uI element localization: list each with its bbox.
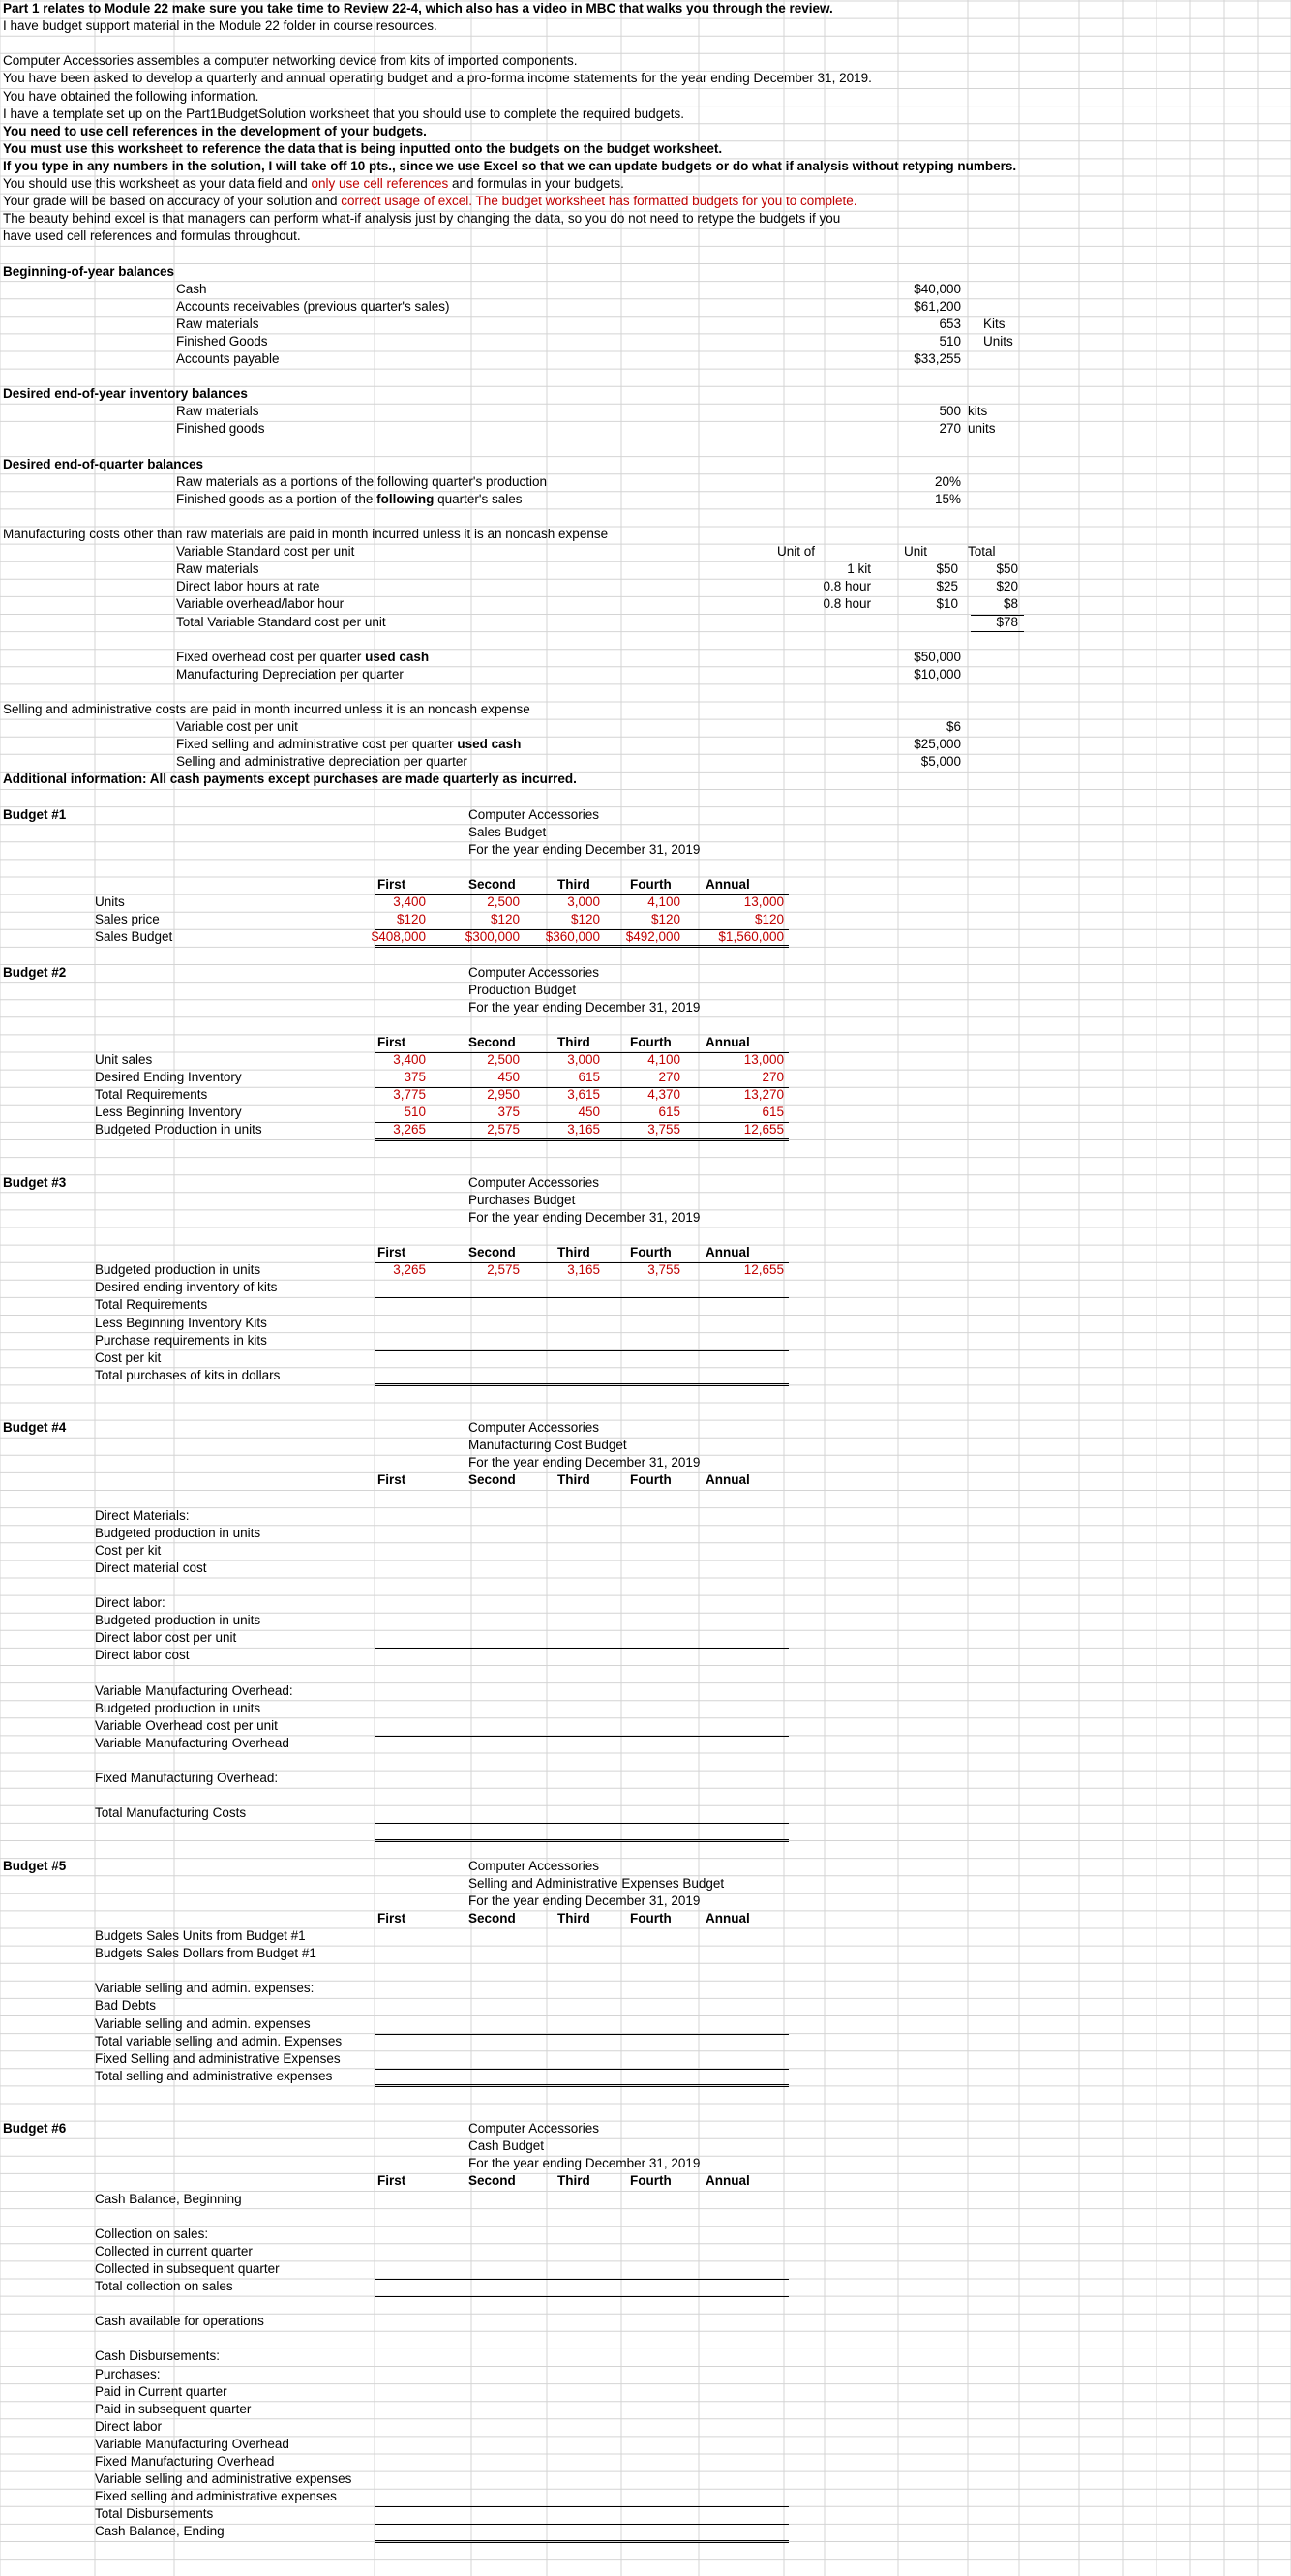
intro-text: I have budget support material in the Module 22 folder in course resources. <box>3 18 437 34</box>
balance-value: $40,000 <box>914 281 961 296</box>
text-run: Additional information: <box>3 772 147 787</box>
budget3-row-label: Desired ending inventory of kits <box>95 1280 278 1295</box>
budget5-row-label: Total selling and administrative expenses <box>95 2068 333 2083</box>
selling-row-label <box>176 736 521 753</box>
std-cost-unit: $25 <box>936 579 958 594</box>
intro-highlight: only use cell references <box>311 176 449 191</box>
budget2-value: 615 <box>578 1070 600 1085</box>
intro-text: You have obtained the following information. <box>3 88 259 104</box>
double-underline <box>375 1839 789 1842</box>
budget4-row-label: Total Manufacturing Costs <box>95 1805 247 1821</box>
quarter-header-annual: Annual <box>706 1910 750 1925</box>
balance-unit: Units <box>983 333 1013 349</box>
budget-period: For the year ending December 31, 2019 <box>468 1455 701 1470</box>
budget4-row-label: Budgeted production in units <box>95 1700 261 1715</box>
budget2-value: 615 <box>658 1105 680 1120</box>
quarter-header-fourth: Fourth <box>630 2173 672 2189</box>
budget5-row-label: Budgets Sales Dollars from Budget #1 <box>95 1946 316 1961</box>
fixed-overhead-value: $50,000 <box>914 649 961 664</box>
section-title: Selling and administrative costs are paid in month incurred unless it is an noncash expense <box>3 702 530 716</box>
budget2-value: 3,000 <box>567 1052 600 1067</box>
quarter-header-first: First <box>377 2173 406 2189</box>
budget6-row-label: Variable Manufacturing Overhead <box>95 2436 289 2451</box>
single-underline <box>375 1648 789 1649</box>
budget2-value: 510 <box>404 1105 426 1120</box>
budget2-value: 3,265 <box>393 1122 426 1137</box>
budget6-row-label: Cash Balance, Ending <box>95 2524 225 2539</box>
std-cost-unit: $50 <box>936 561 958 577</box>
intro-line <box>3 175 624 193</box>
budget5-row-label: Budgets Sales Units from Budget #1 <box>95 1928 306 1943</box>
budget-label: Budget #6 <box>3 2121 67 2137</box>
intro-text: Computer Accessories assembles a computer networking device from kits of imported components. <box>3 53 578 69</box>
budget2-value: 4,100 <box>647 1052 680 1067</box>
balance-label: Accounts receivables (previous quarter's sales) <box>176 298 450 314</box>
budget4-row-label: Direct material cost <box>95 1560 207 1575</box>
quarter-header-annual: Annual <box>706 1245 750 1260</box>
quarter-header-annual: Annual <box>706 1472 750 1488</box>
depreciation-label: Manufacturing Depreciation per quarter <box>176 666 404 682</box>
budget6-row-label: Cash Disbursements: <box>95 2349 221 2364</box>
budget3-value: 3,265 <box>393 1262 426 1278</box>
budget2-value: 3,165 <box>567 1122 600 1137</box>
budget4-row-label: Variable Manufacturing Overhead: <box>95 1682 293 1698</box>
balance-label: Raw materials <box>176 316 259 331</box>
budget5-row-label: Variable selling and admin. expenses: <box>95 1981 315 1996</box>
selling-row-value: $5,000 <box>920 754 961 770</box>
quarter-header-second: Second <box>468 1034 516 1049</box>
budget1-value: 13,000 <box>743 894 784 910</box>
single-underline <box>375 1297 789 1298</box>
inventory-unit: units <box>968 421 996 437</box>
section-title: Desired end-of-quarter balances <box>3 456 204 471</box>
quarter-header-fourth: Fourth <box>630 877 672 892</box>
budget4-row-label: Budgeted production in units <box>95 1613 261 1628</box>
intro-text: have used cell references and formulas throughout. <box>3 228 301 244</box>
std-cost-total: $8 <box>1003 596 1018 612</box>
intro-line <box>3 140 722 158</box>
budget-company: Computer Accessories <box>468 2121 600 2137</box>
std-cost-total: $20 <box>996 579 1018 594</box>
col-header: Unit <box>904 544 928 560</box>
budget1-value: $492,000 <box>625 929 680 945</box>
budget2-row-label: Less Beginning Inventory <box>95 1105 242 1120</box>
budget3-value: 3,755 <box>647 1262 680 1278</box>
budget-company: Computer Accessories <box>468 1420 600 1436</box>
budget1-value: 2,500 <box>487 894 520 910</box>
budget1-value: 3,400 <box>393 894 426 910</box>
single-underline <box>375 2296 789 2297</box>
double-underline <box>375 2084 789 2087</box>
text-run: used cash <box>365 649 430 664</box>
additional-info <box>3 771 577 788</box>
std-cost-row-label: Variable overhead/labor hour <box>176 596 345 612</box>
budget2-value: 13,270 <box>743 1087 784 1103</box>
budget-company: Computer Accessories <box>468 806 600 822</box>
budget1-value: 4,100 <box>647 894 680 910</box>
quarter-header-fourth: Fourth <box>630 1034 672 1049</box>
budget1-value: $408,000 <box>371 929 426 945</box>
budget3-value: 3,165 <box>567 1262 600 1278</box>
col-header: Total <box>968 544 996 560</box>
intro-line <box>3 17 437 35</box>
quarter-header-annual: Annual <box>706 2173 750 2189</box>
budget-company: Computer Accessories <box>468 1858 600 1873</box>
inventory-unit: kits <box>968 404 988 419</box>
quarter-header-third: Third <box>557 1034 590 1049</box>
single-underline <box>375 2034 789 2035</box>
double-underline <box>375 1383 789 1386</box>
budget6-row-label: Direct labor <box>95 2418 163 2434</box>
budget2-value: 3,400 <box>393 1052 426 1067</box>
budget4-row-label: Variable Overhead cost per unit <box>95 1717 278 1733</box>
balance-value: $33,255 <box>914 351 961 366</box>
budget1-value: $120 <box>490 912 520 927</box>
budget5-row-label: Bad Debts <box>95 1998 157 2014</box>
single-underline <box>375 2524 789 2525</box>
text-run: All cash payments except purchases are made quarterly as incurred. <box>149 772 577 787</box>
quarter-header-annual: Annual <box>706 877 750 892</box>
budget2-value: 375 <box>404 1070 426 1085</box>
intro-text: and formulas in your budgets. <box>448 176 624 191</box>
budget2-row-label: Total Requirements <box>95 1087 208 1103</box>
section-title: Desired end-of-year inventory balances <box>3 386 248 402</box>
section-title: Manufacturing costs other than raw materials are paid in month incurred unless it is an noncash expense <box>3 527 609 541</box>
selling-row-value: $25,000 <box>914 737 961 752</box>
budget2-value: 3,755 <box>647 1122 680 1137</box>
budget2-row-label: Unit sales <box>95 1052 153 1067</box>
budget2-value: 270 <box>762 1070 784 1085</box>
budget1-value: $120 <box>570 912 600 927</box>
budget1-value: $120 <box>754 912 784 927</box>
budget-period: For the year ending December 31, 2019 <box>468 1209 701 1225</box>
text-run: Selling and administrative depreciation per quarter <box>176 754 467 770</box>
inventory-label: Finished goods <box>176 421 265 437</box>
text-run: Finished goods as a portion of the <box>176 491 377 506</box>
budget3-row-label: Cost per kit <box>95 1349 162 1365</box>
budget6-row-label: Variable selling and administrative expenses <box>95 2471 352 2487</box>
quarter-header-second: Second <box>468 1472 516 1488</box>
text-run: Fixed overhead cost per quarter <box>176 649 366 664</box>
std-cost-total: $50 <box>996 561 1018 577</box>
quarter-balance-value: 15% <box>934 491 961 506</box>
text-run: used cash <box>457 737 522 752</box>
quarter-header-third: Third <box>557 1245 590 1260</box>
intro-line <box>3 227 301 245</box>
text-run: Variable cost per unit <box>176 719 298 735</box>
quarter-header-second: Second <box>468 877 516 892</box>
budget-title: Manufacturing Cost Budget <box>468 1438 627 1453</box>
budget6-row-label: Total collection on sales <box>95 2279 233 2293</box>
balance-label: Accounts payable <box>176 351 280 366</box>
balance-value: 653 <box>939 316 961 331</box>
intro-text: You must use this worksheet to reference the data that is being inputted onto the budgets on the budget worksheet. <box>3 140 723 156</box>
budget1-value: $300,000 <box>465 929 520 945</box>
selling-row-value: $6 <box>946 719 961 735</box>
inventory-value: 270 <box>939 421 961 437</box>
std-cost-label: Variable Standard cost per unit <box>176 544 355 560</box>
std-cost-qty: 1 kit <box>847 561 871 577</box>
budget6-row-label: Collection on sales: <box>95 2226 209 2241</box>
budget5-row-label: Variable selling and admin. expenses <box>95 2015 311 2031</box>
budget1-value: $1,560,000 <box>718 929 784 945</box>
budget2-value: 450 <box>578 1105 600 1120</box>
budget-period: For the year ending December 31, 2019 <box>468 1893 701 1908</box>
quarter-header-third: Third <box>557 1910 590 1925</box>
intro-highlight: correct usage of excel. The budget worksheet has formatted budgets for you to complete. <box>341 194 857 209</box>
budget-title: Cash Budget <box>468 2138 545 2154</box>
balance-unit: Kits <box>983 316 1006 331</box>
quarter-balance-value: 20% <box>934 473 961 489</box>
budget-label: Budget #5 <box>3 1858 67 1873</box>
budget1-value: $120 <box>396 912 426 927</box>
budget6-row-label: Collected in current quarter <box>95 2243 253 2258</box>
balance-label: Cash <box>176 281 207 296</box>
intro-line <box>3 52 578 70</box>
quarter-header-third: Third <box>557 1472 590 1488</box>
intro-text: You need to use cell references in the development of your budgets. <box>3 123 427 138</box>
single-underline <box>375 1736 789 1737</box>
single-underline <box>375 2506 789 2507</box>
std-cost-row-label: Direct labor hours at rate <box>176 579 320 594</box>
single-underline <box>971 615 1024 616</box>
section-title: Beginning-of-year balances <box>3 263 175 279</box>
budget-label: Budget #4 <box>3 1420 67 1436</box>
quarter-header-first: First <box>377 1910 406 1925</box>
intro-text: You have been asked to develop a quarterly and annual operating budget and a pro-forma income statements for the year ending December 31, 2019. <box>3 71 872 86</box>
budget4-row-label: Direct labor cost per unit <box>95 1630 237 1646</box>
budget6-row-label: Fixed Manufacturing Overhead <box>95 2454 275 2469</box>
quarter-header-second: Second <box>468 2173 516 2189</box>
budget3-row-label: Purchase requirements in kits <box>95 1332 267 1348</box>
budget6-row-label: Paid in Current quarter <box>95 2383 227 2399</box>
quarter-header-fourth: Fourth <box>630 1472 672 1488</box>
balance-value: $61,200 <box>914 298 961 314</box>
intro-line <box>3 158 1016 175</box>
budget2-value: 2,575 <box>487 1122 520 1137</box>
budget4-row-label: Direct labor cost <box>95 1648 190 1663</box>
intro-text: If you type in any numbers in the solution, I will take off 10 pts., since we use Excel so that we can update budgets or do what if analysis without retyping numbers. <box>3 158 1017 173</box>
budget4-row-label: Direct Materials: <box>95 1507 190 1523</box>
budget1-value: $360,000 <box>545 929 600 945</box>
std-cost-total: $78 <box>996 614 1018 629</box>
balance-value: 510 <box>939 333 961 349</box>
quarter-header-first: First <box>377 877 406 892</box>
budget1-row-label: Units <box>95 894 125 910</box>
single-underline <box>375 2069 789 2070</box>
quarter-header-first: First <box>377 1245 406 1260</box>
budget6-row-label: Paid in subsequent quarter <box>95 2401 252 2416</box>
quarter-header-annual: Annual <box>706 1034 750 1049</box>
budget1-value: 3,000 <box>567 894 600 910</box>
budget3-row-label: Total purchases of kits in dollars <box>95 1367 281 1382</box>
col-header: Unit of <box>777 544 816 560</box>
budget2-value: 2,500 <box>487 1052 520 1067</box>
budget-company: Computer Accessories <box>468 964 600 980</box>
budget2-value: 2,950 <box>487 1087 520 1103</box>
intro-line <box>3 193 857 210</box>
budget5-row-label: Fixed Selling and administrative Expenses <box>95 2050 341 2066</box>
quarter-header-third: Third <box>557 2173 590 2189</box>
quarter-header-first: First <box>377 1034 406 1049</box>
budget-label: Budget #1 <box>3 806 67 822</box>
quarter-balance-label <box>176 491 523 508</box>
std-cost-qty: 0.8 hour <box>823 579 871 594</box>
budget3-value: 2,575 <box>487 1262 520 1278</box>
double-underline <box>375 2540 789 2543</box>
budget2-value: 13,000 <box>743 1052 784 1067</box>
quarter-header-first: First <box>377 1472 406 1488</box>
std-cost-row-label: Raw materials <box>176 561 259 577</box>
budget6-row-label: Total Disbursements <box>95 2506 214 2522</box>
quarter-header-second: Second <box>468 1245 516 1260</box>
budget2-value: 615 <box>762 1105 784 1120</box>
budget3-row-label: Total Requirements <box>95 1297 208 1313</box>
budget3-row-label: Budgeted production in units <box>95 1262 261 1278</box>
single-underline <box>375 1122 789 1123</box>
std-cost-unit: $10 <box>936 596 958 612</box>
intro-text: Part 1 relates to Module 22 make sure you take time to Review 22-4, which also has a video in MBC that walks you through the review. <box>3 1 833 15</box>
quarter-header-fourth: Fourth <box>630 1245 672 1260</box>
budget-label: Budget #2 <box>3 964 67 980</box>
budget2-value: 3,775 <box>393 1087 426 1103</box>
budget6-row-label: Cash Balance, Beginning <box>95 2191 242 2206</box>
intro-line <box>3 70 872 87</box>
budget6-row-label: Fixed selling and administrative expenses <box>95 2489 337 2504</box>
budget5-row-label: Total variable selling and admin. Expenses <box>95 2033 343 2048</box>
text-run: Fixed selling and administrative cost per quarter <box>176 737 458 752</box>
budget-period: For the year ending December 31, 2019 <box>468 999 701 1015</box>
budget6-row-label: Purchases: <box>95 2366 161 2381</box>
single-underline <box>375 1350 789 1351</box>
double-underline <box>375 1138 789 1141</box>
inventory-value: 500 <box>939 404 961 419</box>
total-underline <box>971 631 1024 632</box>
budget4-row-label: Cost per kit <box>95 1542 162 1558</box>
budget1-row-label: Sales price <box>95 912 160 927</box>
budget4-row-label: Variable Manufacturing Overhead <box>95 1735 289 1750</box>
budget2-value: 4,370 <box>647 1087 680 1103</box>
budget-title: Purchases Budget <box>468 1192 576 1207</box>
intro-text: Your grade will be based on accuracy of your solution and <box>3 194 342 209</box>
intro-text: I have a template set up on the Part1BudgetSolution worksheet that you should use to complete the required budgets. <box>3 106 684 121</box>
intro-line <box>3 0 833 17</box>
intro-line <box>3 123 427 140</box>
quarter-header-third: Third <box>557 877 590 892</box>
single-underline <box>375 2279 789 2280</box>
budget-title: Selling and Administrative Expenses Budget <box>468 1875 725 1891</box>
inventory-label: Raw materials <box>176 404 259 419</box>
intro-text: You should use this worksheet as your data field and <box>3 176 312 191</box>
budget2-row-label: Desired Ending Inventory <box>95 1070 242 1085</box>
quarter-balance-label: Raw materials as a portions of the following quarter's production <box>176 473 548 489</box>
budget2-row-label: Budgeted Production in units <box>95 1122 262 1137</box>
text-run: quarter's sales <box>434 491 523 506</box>
budget3-row-label: Less Beginning Inventory Kits <box>95 1315 267 1330</box>
budget-title: Sales Budget <box>468 824 547 839</box>
budget-company: Computer Accessories <box>468 1174 600 1190</box>
balance-label: Finished Goods <box>176 333 268 349</box>
budget-period: For the year ending December 31, 2019 <box>468 841 701 857</box>
budget4-row-label: Budgeted production in units <box>95 1525 261 1540</box>
budget2-value: 3,615 <box>567 1087 600 1103</box>
selling-row-label <box>176 753 467 771</box>
intro-line <box>3 88 258 106</box>
std-cost-qty: 0.8 hour <box>823 596 871 612</box>
budget-period: For the year ending December 31, 2019 <box>468 2156 701 2171</box>
depreciation-value: $10,000 <box>914 666 961 682</box>
budget6-row-label: Cash available for operations <box>95 2314 264 2329</box>
text-run: following <box>376 491 435 506</box>
std-cost-row-label: Total Variable Standard cost per unit <box>176 614 386 629</box>
budget1-value: $120 <box>650 912 680 927</box>
intro-line <box>3 106 684 123</box>
budget-title: Production Budget <box>468 982 577 997</box>
budget2-value: 375 <box>497 1105 520 1120</box>
intro-line <box>3 210 840 227</box>
single-underline <box>375 1823 789 1824</box>
selling-row-label <box>176 718 298 736</box>
quarter-header-fourth: Fourth <box>630 1910 672 1925</box>
single-underline <box>375 929 789 930</box>
intro-text: The beauty behind excel is that managers can perform what-if analysis just by changing the data, so you do not need to retype the budgets if you <box>3 211 841 227</box>
budget4-row-label: Direct labor: <box>95 1595 165 1611</box>
budget-label: Budget #3 <box>3 1174 67 1190</box>
budget2-value: 12,655 <box>743 1122 784 1137</box>
budget6-row-label: Collected in subsequent quarter <box>95 2260 280 2276</box>
budget2-value: 450 <box>497 1070 520 1085</box>
fixed-overhead-label <box>176 649 429 666</box>
budget4-row-label: Fixed Manufacturing Overhead: <box>95 1771 279 1786</box>
quarter-header-second: Second <box>468 1910 516 1925</box>
budget2-value: 270 <box>658 1070 680 1085</box>
double-underline <box>375 945 789 948</box>
budget1-row-label: Sales Budget <box>95 929 173 945</box>
single-underline <box>375 1087 789 1088</box>
budget3-value: 12,655 <box>743 1262 784 1278</box>
